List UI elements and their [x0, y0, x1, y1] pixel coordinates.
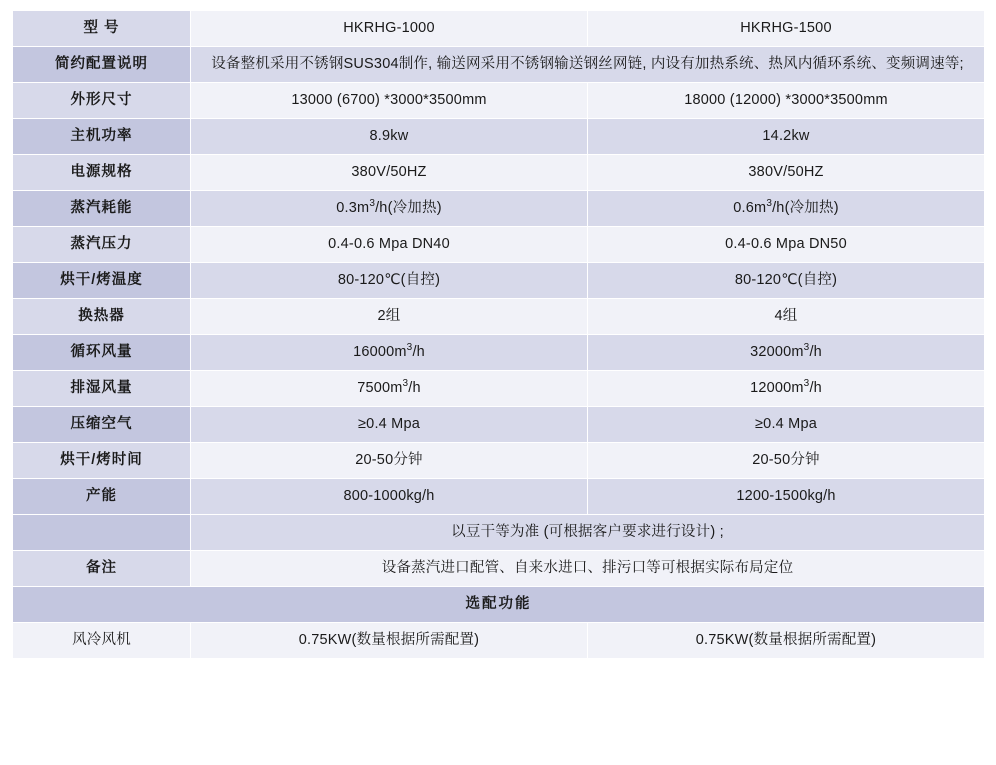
table-row	[13, 11, 985, 47]
specification-table	[12, 10, 985, 659]
row-value-air-cooling-fan-1500: 0.75KW(数量根据所需配置)	[588, 623, 985, 659]
row-value-steam-consumption-1500	[588, 191, 985, 227]
row-label-circulating-air: 循环风量	[13, 335, 191, 371]
row-label-model: 型 号	[13, 11, 191, 47]
row-label-drying-time: 烘干/烤时间	[13, 443, 191, 479]
table-row	[13, 227, 985, 263]
row-value-circulating-air-1500	[588, 335, 985, 371]
table-row	[13, 443, 985, 479]
row-value-power-spec-1500: 380V/50HZ	[588, 155, 985, 191]
table-row	[13, 263, 985, 299]
table-row	[13, 407, 985, 443]
exh-1000-post: /h	[408, 380, 421, 397]
row-value-dimensions-1500: 18000 (12000) *3000*3500mm	[588, 83, 985, 119]
row-value-steam-pressure-1000: 0.4-0.6 Mpa DN40	[191, 227, 588, 263]
section-title-optional: 选配功能	[13, 587, 985, 623]
row-label-steam-consumption: 蒸汽耗能	[13, 191, 191, 227]
steam-1000-sup: 3	[369, 198, 376, 210]
row-label-drying-temperature: 烘干/烤温度	[13, 263, 191, 299]
table-row	[13, 299, 985, 335]
row-label-capacity: 产能	[13, 479, 191, 515]
row-value-heat-exchanger-1500: 4组	[588, 299, 985, 335]
row-value-drying-time-1000: 20-50分钟	[191, 443, 588, 479]
steam-1000-post: /h(冷加热)	[375, 200, 442, 217]
row-value-capacity-1500: 1200-1500kg/h	[588, 479, 985, 515]
row-value-model-1000: HKRHG-1000	[191, 11, 588, 47]
row-label-configuration: 简约配置说明	[13, 47, 191, 83]
table-row	[13, 83, 985, 119]
steam-1500-pre: 0.6m	[733, 200, 767, 217]
row-value-configuration: 设备整机采用不锈钢SUS304制作, 输送网采用不锈钢输送钢丝网链, 内设有加热系统、热风内循环系统、变频调速等;	[191, 47, 985, 83]
row-label-exhaust-air: 排湿风量	[13, 371, 191, 407]
row-value-compressed-air-1500: ≥0.4 Mpa	[588, 407, 985, 443]
exh-1000-sup: 3	[402, 378, 409, 390]
row-value-heat-exchanger-1000: 2组	[191, 299, 588, 335]
row-label-steam-pressure: 蒸汽压力	[13, 227, 191, 263]
steam-1000-pre: 0.3m	[336, 200, 370, 217]
row-value-power-spec-1000: 380V/50HZ	[191, 155, 588, 191]
table-row	[13, 47, 985, 83]
circ-1500-post: /h	[809, 344, 822, 361]
table-row	[13, 623, 985, 659]
table-row	[13, 119, 985, 155]
row-value-circulating-air-1000	[191, 335, 588, 371]
row-label-compressed-air: 压缩空气	[13, 407, 191, 443]
row-value-dimensions-1000: 13000 (6700) *3000*3500mm	[191, 83, 588, 119]
row-label-main-power: 主机功率	[13, 119, 191, 155]
circ-1500-pre: 32000m	[750, 344, 804, 361]
table-section-row	[13, 587, 985, 623]
table-row	[13, 479, 985, 515]
table-row-capacity-note	[13, 515, 985, 551]
table-row	[13, 335, 985, 371]
row-value-main-power-1000: 8.9kw	[191, 119, 588, 155]
row-value-air-cooling-fan-1000: 0.75KW(数量根据所需配置)	[191, 623, 588, 659]
row-value-remarks: 设备蒸汽进口配管、自来水进口、排污口等可根据实际布局定位	[191, 551, 985, 587]
circ-1000-post: /h	[412, 344, 425, 361]
table-row	[13, 371, 985, 407]
row-value-drying-temperature-1000: 80-120℃(自控)	[191, 263, 588, 299]
row-value-capacity-1000: 800-1000kg/h	[191, 479, 588, 515]
exh-1000-pre: 7500m	[357, 380, 403, 397]
row-value-steam-consumption-1000	[191, 191, 588, 227]
row-label-dimensions: 外形尺寸	[13, 83, 191, 119]
table-row	[13, 155, 985, 191]
exh-1500-sup: 3	[803, 378, 810, 390]
row-value-compressed-air-1000: ≥0.4 Mpa	[191, 407, 588, 443]
circ-1500-sup: 3	[803, 342, 810, 354]
row-label-air-cooling-fan: 风冷风机	[13, 623, 191, 659]
table-body	[13, 11, 985, 659]
row-label-power-spec: 电源规格	[13, 155, 191, 191]
row-value-drying-temperature-1500: 80-120℃(自控)	[588, 263, 985, 299]
row-value-exhaust-air-1500	[588, 371, 985, 407]
row-value-model-1500: HKRHG-1500	[588, 11, 985, 47]
steam-1500-sup: 3	[766, 198, 773, 210]
row-value-main-power-1500: 14.2kw	[588, 119, 985, 155]
exh-1500-post: /h	[809, 380, 822, 397]
steam-1500-post: /h(冷加热)	[772, 200, 839, 217]
exh-1500-pre: 12000m	[750, 380, 804, 397]
row-value-drying-time-1500: 20-50分钟	[588, 443, 985, 479]
row-label-remarks: 备注	[13, 551, 191, 587]
row-label-capacity-note-spacer	[13, 515, 191, 551]
row-label-heat-exchanger: 换热器	[13, 299, 191, 335]
circ-1000-sup: 3	[406, 342, 413, 354]
circ-1000-pre: 16000m	[353, 344, 407, 361]
row-value-steam-pressure-1500: 0.4-0.6 Mpa DN50	[588, 227, 985, 263]
row-value-exhaust-air-1000	[191, 371, 588, 407]
table-row	[13, 551, 985, 587]
row-value-capacity-note: 以豆干等为准 (可根据客户要求进行设计) ;	[191, 515, 985, 551]
table-row	[13, 191, 985, 227]
